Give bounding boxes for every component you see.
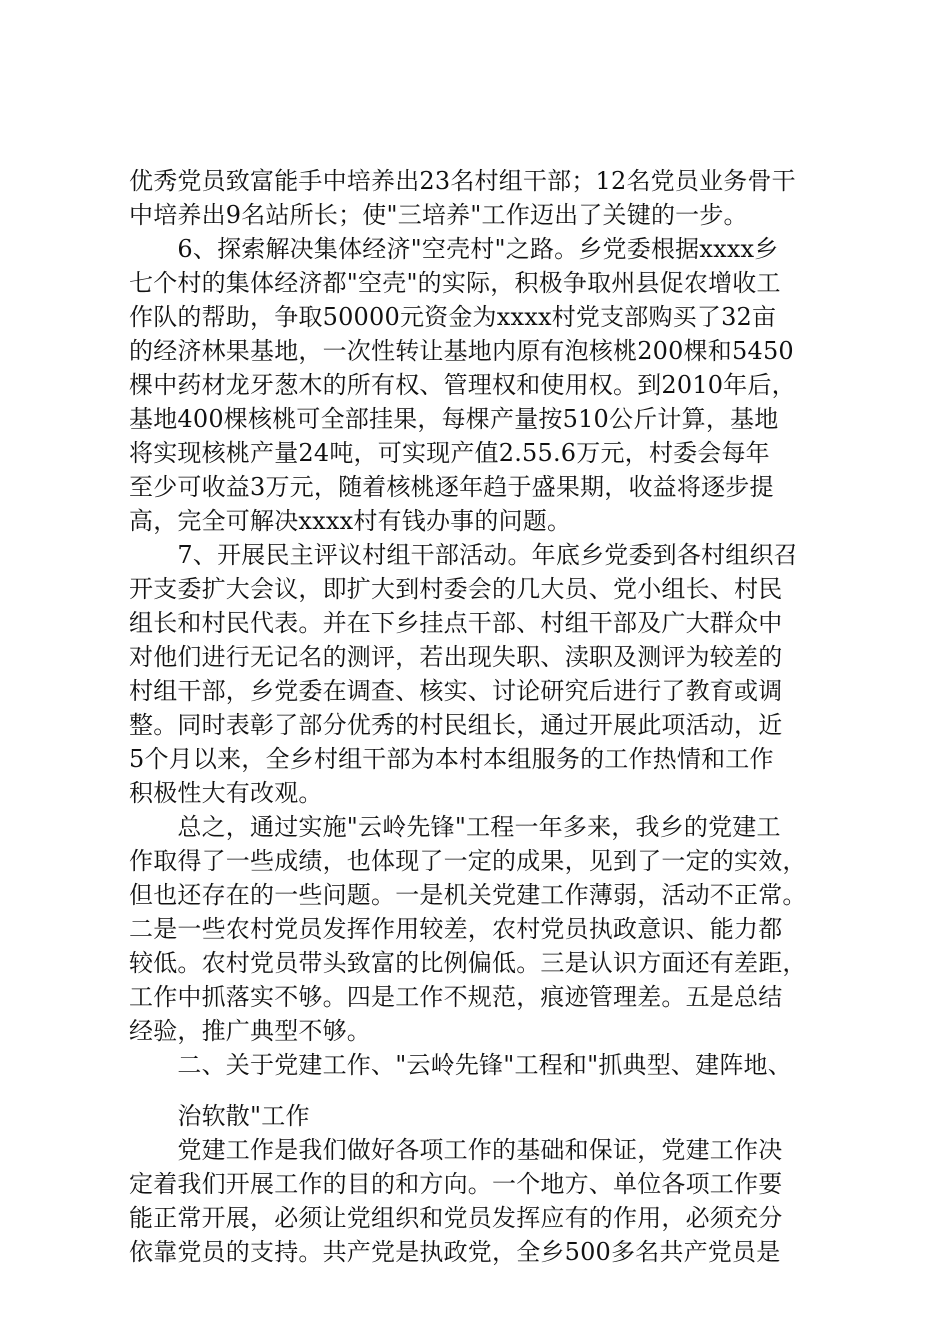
text-line: 治软散"工作 — [129, 1102, 310, 1130]
text-line: 组长和村民代表。并在下乡挂点干部、村组干部及广大群众中 — [129, 609, 783, 637]
text-line: 6、探索解决集体经济"空壳村"之路。乡党委根据xxxx乡 — [129, 235, 779, 263]
text-line: 至少可收益3万元，随着核桃逐年趋于盛果期，收益将逐步提 — [129, 473, 774, 501]
text-line: 依靠党员的支持。共产党是执政党，全乡500多名共产党员是 — [129, 1238, 781, 1266]
text-line: 的经济林果基地，一次性转让基地内原有泡核桃200棵和5450 — [129, 337, 794, 365]
text-line: 将实现核桃产量24吨，可实现产值2.55.6万元，村委会每年 — [129, 439, 770, 467]
text-line: 总之，通过实施"云岭先锋"工程一年多来，我乡的党建工 — [129, 813, 781, 841]
text-line: 棵中药材龙牙葱木的所有权、管理权和使用权。到2010年后， — [129, 371, 796, 399]
text-line: 作取得了一些成绩，也体现了一定的成果，见到了一定的实效， — [129, 847, 807, 875]
text-line: 对他们进行无记名的测评，若出现失职、渎职及测评为较差的 — [129, 643, 783, 671]
text-line: 整。同时表彰了部分优秀的村民组长，通过开展此项活动，近 — [129, 711, 783, 739]
text-line: 定着我们开展工作的目的和方向。一个地方、单位各项工作要 — [129, 1170, 783, 1198]
text-line: 优秀党员致富能手中培养出23名村组干部；12名党员业务骨干 — [129, 167, 796, 195]
text-line: 作队的帮助，争取50000元资金为xxxx村党支部购买了32亩 — [129, 303, 777, 331]
text-line: 党建工作是我们做好各项工作的基础和保证，党建工作决 — [129, 1136, 783, 1164]
text-line: 经验，推广典型不够。 — [129, 1017, 371, 1045]
text-line: 二、关于党建工作、"云岭先锋"工程和"抓典型、建阵地、 — [129, 1051, 792, 1079]
text-line: 工作中抓落实不够。四是工作不规范，痕迹管理差。五是总结 — [129, 983, 783, 1011]
text-line: 积极性大有改观。 — [129, 779, 323, 807]
text-line: 较低。农村党员带头致富的比例偏低。三是认识方面还有差距， — [129, 949, 807, 977]
text-line: 七个村的集体经济都"空壳"的实际，积极争取州县促农增收工 — [129, 269, 781, 297]
text-line: 7、开展民主评议村组干部活动。年底乡党委到各村组织召 — [129, 541, 798, 569]
text-line: 能正常开展，必须让党组织和党员发挥应有的作用，必须充分 — [129, 1204, 783, 1232]
text-line: 开支委扩大会议，即扩大到村委会的几大员、党小组长、村民 — [129, 575, 783, 603]
text-line: 高，完全可解决xxxx村有钱办事的问题。 — [129, 507, 572, 535]
text-line: 基地400棵核桃可全部挂果，每棵产量按510公斤计算，基地 — [129, 405, 779, 433]
text-line: 二是一些农村党员发挥作用较差，农村党员执政意识、能力都 — [129, 915, 783, 943]
text-line: 但也还存在的一些问题。一是机关党建工作薄弱，活动不正常。 — [129, 881, 807, 909]
text-line: 5个月以来，全乡村组干部为本村本组服务的工作热情和工作 — [129, 745, 774, 773]
text-line: 中培养出9名站所长；使"三培养"工作迈出了关键的一步。 — [129, 201, 748, 229]
text-line: 村组干部，乡党委在调查、核实、讨论研究后进行了教育或调 — [129, 677, 783, 705]
